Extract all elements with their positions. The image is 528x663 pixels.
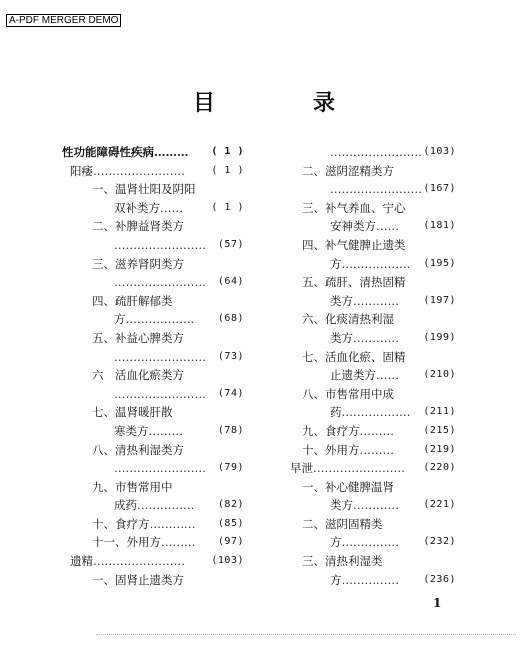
toc-entry: [62, 403, 244, 422]
toc-page-ref: (97): [217, 536, 244, 548]
toc-entry-title: 二、滋阴涩精类方: [302, 163, 394, 178]
toc-entry: [62, 217, 244, 236]
toc-entry-title: 类方: [330, 498, 353, 513]
toc-entry: [290, 217, 456, 236]
toc-leader-dots: ……………………: [93, 163, 185, 178]
toc-entry: [290, 366, 456, 385]
toc-entry-title: 十一、外用方: [92, 535, 161, 550]
footer-divider: [96, 634, 516, 638]
toc-page-ref: ( 1 ): [211, 164, 244, 176]
toc-entry: [290, 533, 456, 552]
page-title: 目 录: [192, 91, 373, 116]
toc-entry: [290, 552, 456, 571]
toc-leader-dots: ……: [376, 219, 399, 234]
toc-page-ref: (197): [423, 294, 456, 306]
toc-page-ref: (219): [423, 443, 456, 455]
toc-entry-title: 方: [330, 535, 342, 550]
toc-entry: [62, 199, 244, 218]
toc-entry: [290, 348, 456, 367]
toc-leader-dots: ……………………: [93, 554, 185, 569]
toc-page-ref: (210): [423, 369, 456, 381]
toc-page-ref: (74): [217, 387, 244, 399]
toc-entry: [290, 459, 456, 478]
toc-left-column: [62, 143, 244, 589]
toc-entry-title: 遗精: [70, 554, 93, 569]
toc-entry: [290, 236, 456, 255]
toc-entry-title: 止遗类方: [330, 368, 376, 383]
toc-page-ref: (220): [423, 462, 456, 474]
toc-entry: [62, 273, 244, 292]
toc-entry-title: 九、食疗方: [302, 423, 360, 438]
toc-entry: [290, 162, 456, 181]
toc-entry: [62, 459, 244, 478]
toc-entry: [290, 441, 456, 460]
toc-entry-title: 一、补心健脾温肾: [302, 479, 394, 494]
toc-entry-title: 二、补脾益肾类方: [92, 219, 184, 234]
toc-entry-title: 二、滋阴固精类: [302, 516, 383, 531]
toc-entry: [290, 199, 456, 218]
toc-entry: [290, 403, 456, 422]
toc-leader-dots: ………: [359, 442, 394, 457]
toc-entry: [62, 310, 244, 329]
toc-leader-dots: ……………: [341, 535, 399, 550]
toc-entry: [62, 292, 244, 311]
toc-leader-dots: ……: [160, 200, 183, 215]
toc-entry-title: 三、清热利湿类: [302, 554, 383, 569]
toc-leader-dots: ……………………: [114, 275, 206, 290]
toc-page-ref: (82): [217, 499, 244, 511]
toc-leader-dots: ……: [376, 368, 399, 383]
toc-leader-dots: ……………………: [114, 237, 206, 252]
toc-entry: [62, 180, 244, 199]
toc-entry: [290, 310, 456, 329]
toc-entry-title: 六 活血化瘀类方: [92, 368, 184, 383]
toc-leader-dots: ……………………: [114, 349, 206, 364]
toc-entry-title: 四、补气健脾止遗类: [302, 237, 406, 252]
toc-leader-dots: …………: [149, 516, 196, 531]
toc-entry: [62, 255, 244, 274]
toc-entry: [62, 571, 244, 590]
toc-entry: [62, 329, 244, 348]
toc-entry: [62, 478, 244, 497]
toc-entry: [62, 422, 244, 441]
toc-entry: [62, 385, 244, 404]
toc-leader-dots: ………: [154, 145, 189, 159]
page-number: 1: [433, 596, 442, 610]
toc-leader-dots: ………: [359, 423, 394, 438]
toc-entry: [290, 515, 456, 534]
toc-entry-title: 五、疏肝、清热固精: [302, 275, 406, 290]
toc-entry: [62, 496, 244, 515]
toc-entry: [62, 348, 244, 367]
toc-entry: [290, 571, 456, 590]
toc-entry-title: 早泄: [290, 461, 313, 476]
toc-page-ref: (79): [217, 462, 244, 474]
toc-entry-title: 十、外用方: [302, 442, 360, 457]
toc-entry: [290, 478, 456, 497]
toc-page-ref: ( 1 ): [211, 146, 244, 157]
toc-leader-dots: ………: [148, 423, 183, 438]
toc-page-ref: (215): [423, 424, 456, 436]
toc-leader-dots: …………: [353, 498, 399, 513]
toc-entry-title: 一、固肾止遗类方: [92, 572, 184, 587]
toc-leader-dots: ……………: [341, 572, 399, 587]
toc-entry: [62, 236, 244, 255]
toc-entry: [290, 496, 456, 515]
toc-entry-title: 药: [330, 405, 342, 420]
toc-entry: [290, 422, 456, 441]
toc-page-ref: (57): [217, 238, 244, 250]
toc-right-column: [290, 143, 456, 589]
toc-leader-dots: ……………………: [114, 461, 206, 476]
toc-entry-title: 性功能障碍性疾病: [62, 145, 154, 159]
toc-entry-title: 三、滋养肾阴类方: [92, 256, 184, 271]
toc-entry: [290, 180, 456, 199]
toc-leader-dots: ……………………: [330, 182, 422, 197]
toc-entry: [290, 255, 456, 274]
toc-entry: [62, 162, 244, 181]
toc-entry-title: 方: [330, 256, 342, 271]
toc-page-ref: (85): [217, 517, 244, 529]
toc-leader-dots: ……………………: [114, 386, 206, 401]
watermark-label: A-PDF MERGER DEMO: [6, 14, 121, 27]
toc-entry-title: 阳痿: [70, 163, 93, 178]
toc-leader-dots: ……………: [137, 498, 195, 513]
toc-page-ref: (167): [423, 183, 456, 195]
toc-entry: [290, 273, 456, 292]
toc-entry-title: 双补类方: [114, 200, 160, 215]
toc-entry-title: 七、温肾暖肝散: [92, 405, 173, 420]
toc-entry-title: 类方: [330, 293, 353, 308]
toc-entry-title: 方: [330, 572, 342, 587]
toc-entry-title: 成药: [114, 498, 137, 513]
toc-entry: [290, 329, 456, 348]
toc-page-ref: (73): [217, 350, 244, 362]
toc-entry: [62, 515, 244, 534]
toc-entry-title: 八、清热利湿类方: [92, 442, 184, 457]
toc-leader-dots: ………: [161, 535, 196, 550]
toc-entry-title: 六、化痰清热利湿: [302, 312, 394, 327]
toc-entry-title: 五、补益心脾类方: [92, 330, 184, 345]
toc-leader-dots: ………………: [341, 405, 411, 420]
toc-entry: [62, 533, 244, 552]
toc-entry: [290, 143, 456, 162]
toc-page-ref: (221): [423, 499, 456, 511]
toc-entry: [62, 366, 244, 385]
toc-entry-title: 九、市售常用中: [92, 479, 173, 494]
toc-page-ref: (68): [217, 313, 244, 325]
toc-page-ref: (103): [211, 555, 244, 567]
toc-entry-title: 四、疏肝解郁类: [92, 293, 173, 308]
toc-entry: [62, 143, 244, 162]
toc-entry-title: 寒类方: [114, 423, 149, 438]
toc-page-ref: (64): [217, 276, 244, 288]
toc-entry-title: 十、食疗方: [92, 516, 150, 531]
toc-page-ref: (195): [423, 257, 456, 269]
toc-leader-dots: ………………: [125, 312, 195, 327]
toc-page-ref: (103): [423, 146, 456, 157]
toc-page-ref: ( 1 ): [211, 201, 244, 213]
toc-entry-title: 八、市售常用中成: [302, 386, 394, 401]
toc-entry: [62, 441, 244, 460]
toc-entry-title: 安神类方: [330, 219, 376, 234]
toc-leader-dots: ……………………: [313, 461, 405, 476]
toc-page-ref: (199): [423, 331, 456, 343]
toc-entry: [290, 292, 456, 311]
toc-page-ref: (236): [423, 573, 456, 585]
toc-page-ref: (78): [217, 424, 244, 436]
toc-leader-dots: …………: [353, 293, 399, 308]
toc-entry-title: 方: [114, 312, 126, 327]
toc-entry-title: 类方: [330, 330, 353, 345]
toc-leader-dots: ………………: [341, 256, 411, 271]
toc-entry: [62, 552, 244, 571]
toc-page-ref: (211): [423, 406, 456, 418]
toc-page-ref: (232): [423, 536, 456, 548]
toc-leader-dots: ……………………: [330, 145, 422, 159]
toc-entry-title: 七、活血化瘀、固精: [302, 349, 406, 364]
toc-leader-dots: …………: [353, 330, 399, 345]
toc-entry-title: 三、补气养血、宁心: [302, 200, 406, 215]
toc-entry: [290, 385, 456, 404]
toc-page-ref: (181): [423, 220, 456, 232]
toc-entry-title: 一、温肾壮阳及阴阳: [92, 182, 196, 197]
